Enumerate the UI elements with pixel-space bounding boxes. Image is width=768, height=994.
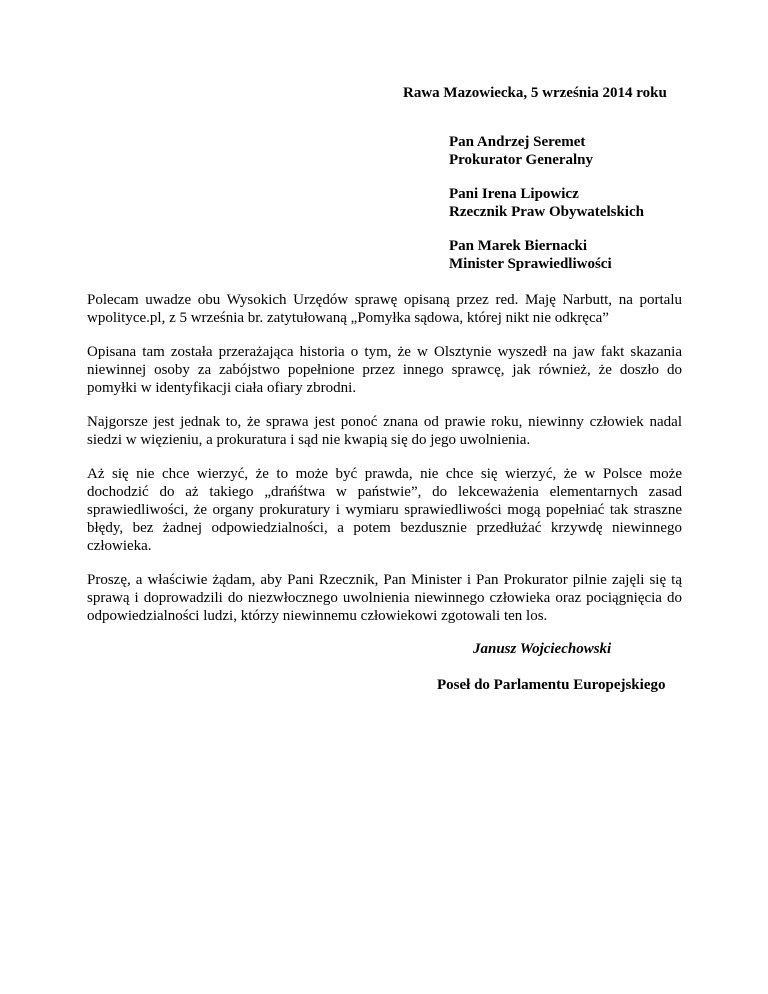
recipient [449,185,644,221]
recipients-block [449,133,644,289]
recipient [449,133,644,169]
recipient-name: Pan Marek Biernacki [449,238,588,254]
recipient-name: Pani Irena Lipowicz [449,186,579,202]
recipient [449,237,644,273]
paragraph: Aż się nie chce wierzyć, że to może być prawda, nie chce się wierzyć, że w Polsce może dochodzić do aż takiego „drańśtwa w państwie”, do lekceważenia elementarnych zasad sprawiedliwości, że organy prokuratury i wymiaru sprawiedliwości mogą popełniać tak straszne błędy, bez żadnej odpowiedzialności, a potem bezdusznie przedłużać krzywdę niewinnego człowieka. [87,466,682,554]
recipient-title: Minister Sprawiedliwości [449,256,612,272]
signature-name: Janusz Wojciechowski [473,641,612,657]
recipient-title: Rzecznik Praw Obywatelskich [449,204,644,220]
recipient-name: Pan Andrzej Seremet [449,134,586,150]
paragraph: Opisana tam została przerażająca historia o tym, że w Olsztynie wyszedł na jaw fakt skazania niewinnej osoby za zabójstwo popełnione przez innego sprawcę, jak również, że doszło do pomyłki w identyfikacji ciała ofiary zbrodni. [87,344,682,396]
signature-position: Poseł do Parlamentu Europejskiego [437,677,666,693]
paragraph: Polecam uwadze obu Wysokich Urzędów sprawę opisaną przez red. Maję Narbutt, na portalu wpolityce.pl, z 5 września br. zatytułowaną „Pomyłka sądowa, której nikt nie odkręca” [87,292,682,326]
paragraph: Najgorsze jest jednak to, że sprawa jest ponoć znana od prawie roku, niewinny człowiek nadal siedzi w więzieniu, a prokuratura i sąd nie kwapią się do jego uwolnienia. [87,414,682,448]
place-date: Rawa Mazowiecka, 5 września 2014 roku [403,85,667,101]
letter-body [87,291,682,641]
recipient-title: Prokurator Generalny [449,152,594,168]
paragraph: Proszę, a właściwie żądam, aby Pani Rzecznik, Pan Minister i Pan Prokurator pilnie zajęli się tą sprawą i doprowadzili do niezwłocznego uwolnienia niewinnego człowieka oraz pociągnięcia do odpowiedzialności ludzi, którzy niewinnemu człowiekowi zgotowali ten los. [87,572,682,624]
